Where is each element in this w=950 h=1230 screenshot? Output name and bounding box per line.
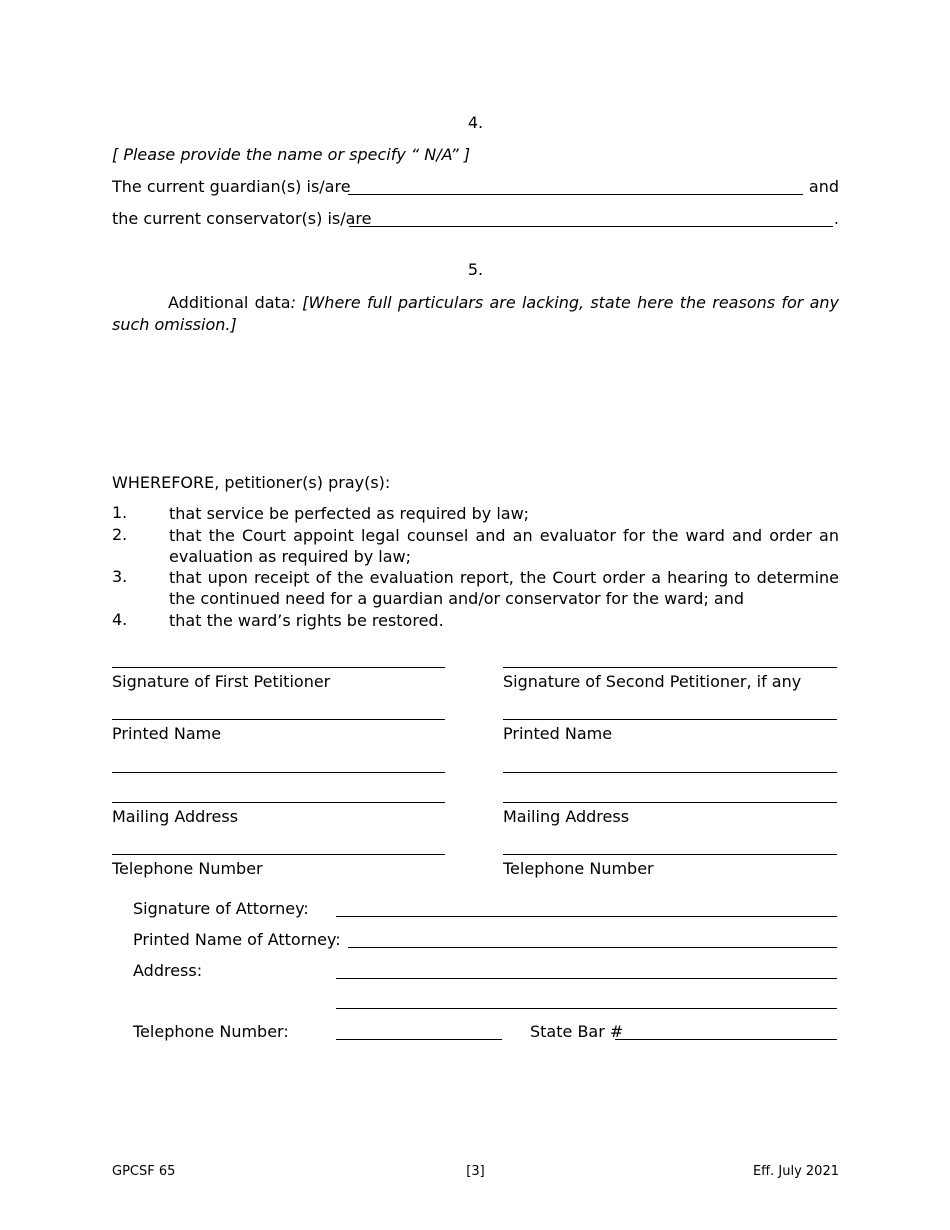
first-petitioner-signature-label: Signature of First Petitioner [112, 672, 331, 691]
second-petitioner-address-label: Mailing Address [503, 807, 630, 826]
second-petitioner-name-label: Printed Name [503, 724, 613, 743]
prayer-item [112, 525, 839, 567]
prayer-item [112, 567, 839, 609]
attorney-signature-line[interactable] [336, 916, 837, 917]
conservator-blank[interactable] [349, 226, 833, 227]
second-petitioner-address-line-2[interactable] [503, 802, 837, 803]
prayer-item-text: that upon receipt of the evaluation report, the Court order a hearing to determine the continued need for a guardian and/or conservator for the ward; and [169, 568, 839, 608]
guardian-suffix: and [808, 177, 839, 196]
first-petitioner-name-line[interactable] [112, 719, 445, 720]
conservator-label: the current conservator(s) is/are [112, 209, 372, 228]
prayer-item-text: that the Court appoint legal counsel and an evaluator for the ward and order an evaluation as required by law; [169, 526, 839, 566]
second-petitioner-phone-label: Telephone Number [503, 859, 654, 878]
state-bar-label: State Bar # [530, 1022, 624, 1041]
first-petitioner-address-line-2[interactable] [112, 802, 445, 803]
form-page [112, 0, 839, 1230]
attorney-signature-label: Signature of Attorney: [133, 899, 309, 918]
attorney-address-label: Address: [133, 961, 203, 980]
form-id: GPCSF 65 [112, 1164, 176, 1179]
attorney-name-label: Printed Name of Attorney: [133, 930, 341, 949]
first-petitioner-phone-label: Telephone Number [112, 859, 263, 878]
state-bar-line[interactable] [615, 1039, 837, 1040]
attorney-address-line-2[interactable] [336, 1008, 837, 1009]
first-petitioner-address-line-1[interactable] [112, 772, 445, 773]
second-petitioner-signature-line[interactable] [503, 667, 837, 668]
attorney-phone-label: Telephone Number: [133, 1022, 289, 1041]
guardian-row [112, 177, 839, 196]
section-5-paragraph [112, 292, 839, 336]
effective-date: Eff. July 2021 [752, 1164, 839, 1179]
guardian-blank[interactable] [348, 194, 803, 195]
prayer-heading: WHEREFORE, petitioner(s) pray(s): [112, 473, 391, 492]
attorney-address-line-1[interactable] [336, 978, 837, 979]
first-petitioner-signature-line[interactable] [112, 667, 445, 668]
conservator-suffix: . [833, 209, 839, 228]
section-5-number: 5. [467, 260, 484, 279]
prayer-item-number: 2. [112, 525, 128, 544]
prayer-item-number: 3. [112, 567, 128, 586]
attorney-name-line[interactable] [348, 947, 837, 948]
prayer-item-number: 4. [112, 610, 128, 629]
first-petitioner-address-label: Mailing Address [112, 807, 239, 826]
section-4-instruction: [ Please provide the name or specify “ N/A” ] [112, 145, 471, 164]
prayer-item-text: that service be perfected as required by law; [169, 504, 530, 523]
second-petitioner-name-line[interactable] [503, 719, 837, 720]
prayer-item [112, 503, 839, 525]
second-petitioner-phone-line[interactable] [503, 854, 837, 855]
prayer-item-text: that the ward’s rights be restored. [169, 611, 444, 630]
section-5-lead: Additional data [168, 293, 291, 312]
prayer-item-number: 1. [112, 503, 128, 522]
prayer-item [112, 610, 839, 632]
section-4-number: 4. [467, 113, 484, 132]
section-5-instruction: : [Where full particulars are lacking, state here the reasons for any such omission.] [112, 293, 839, 334]
first-petitioner-phone-line[interactable] [112, 854, 445, 855]
attorney-phone-line[interactable] [336, 1039, 502, 1040]
second-petitioner-address-line-1[interactable] [503, 772, 837, 773]
first-petitioner-name-label: Printed Name [112, 724, 222, 743]
additional-data-area[interactable] [112, 345, 839, 460]
guardian-label: The current guardian(s) is/are [112, 177, 351, 196]
conservator-row [112, 209, 839, 228]
page-number: [3] [466, 1164, 485, 1179]
second-petitioner-signature-label: Signature of Second Petitioner, if any [503, 672, 802, 691]
